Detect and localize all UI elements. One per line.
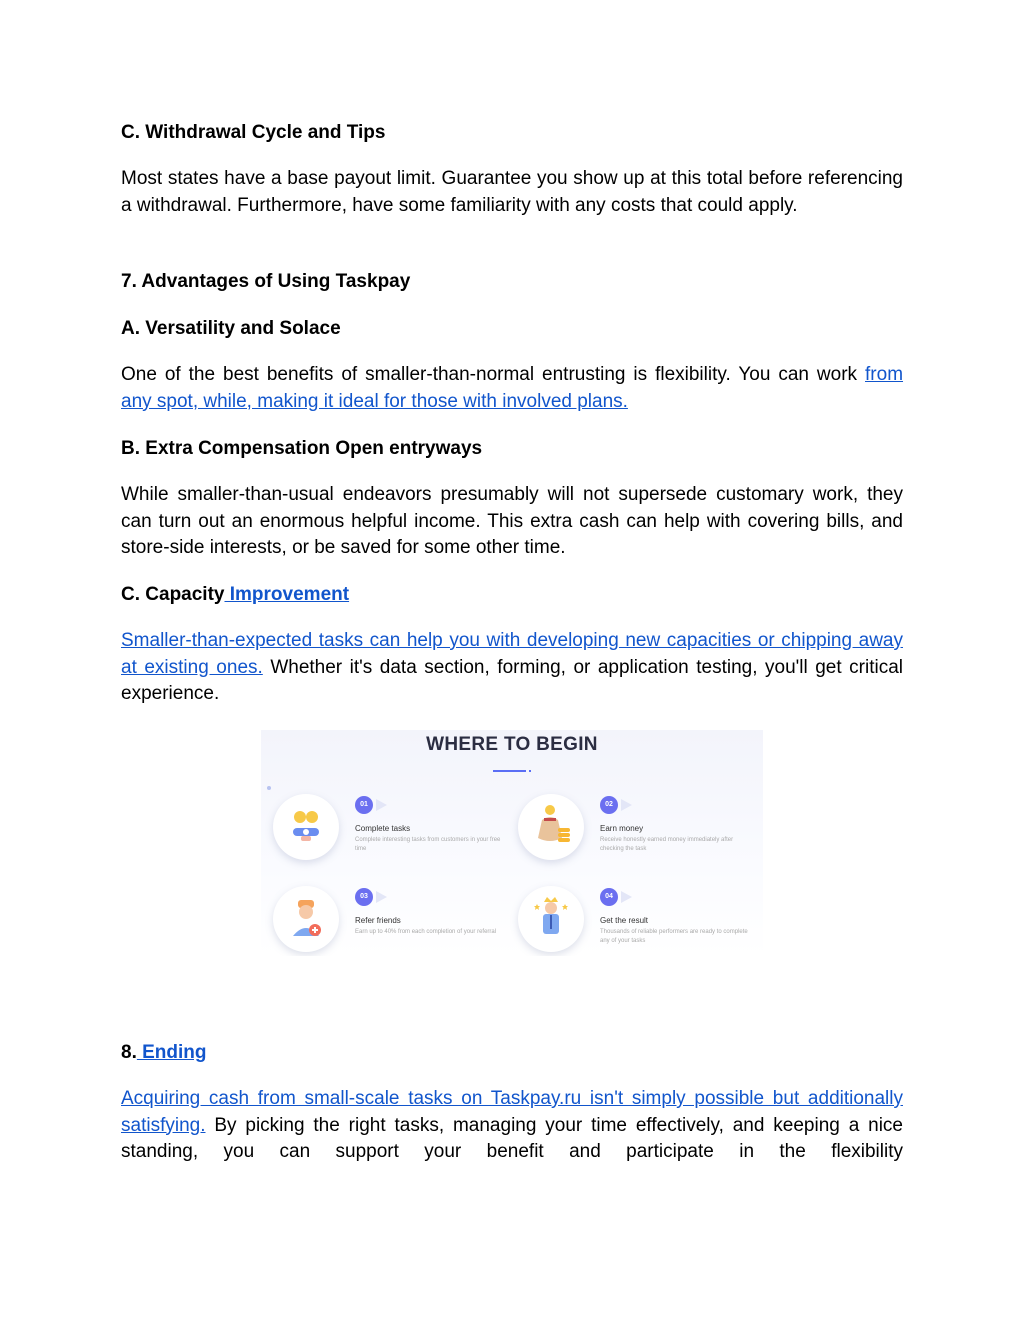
title-underline [493, 770, 526, 772]
title-underline-dot [529, 770, 531, 772]
capacity-text: Whether it's data section, forming, or application testing, you'll get critical experience. [121, 656, 903, 704]
paragraph-versatility [121, 362, 903, 415]
versatility-text: One of the best benefits of smaller-than-normal entrusting is flexibility. You can work [121, 364, 858, 385]
arrow-icon [621, 891, 632, 903]
step-icon-circle [273, 886, 339, 952]
step-number-badge: 03 [355, 888, 373, 906]
ending-text: By picking the right tasks, managing your time effectively, and keeping a nice standing, you can support your benefit and participate in the flexibility [121, 1114, 903, 1162]
heading-versatility: A. Versatility and Solace [121, 318, 341, 339]
capacity-link[interactable]: Smaller-than-expected tasks can help you with developing new capacities or chipping away at existing ones. [121, 630, 903, 678]
winner-person-icon [532, 894, 570, 940]
paragraph-capacity [121, 628, 903, 708]
step-refer-friends [273, 886, 513, 956]
step-earn-money [518, 794, 758, 874]
ending-heading-text: 8. [121, 1042, 137, 1063]
coins-hands-icon [287, 808, 325, 846]
step-title: Refer friends [355, 916, 401, 925]
arrow-icon [376, 891, 387, 903]
money-bag-icon [532, 804, 572, 848]
ending-link[interactable]: Acquiring cash from small-scale tasks on Taskpay.ru isn't simply possible but additionally satisfying. [121, 1088, 903, 1136]
refer-person-icon [287, 898, 325, 940]
step-icon-circle [273, 794, 339, 860]
paragraph-withdrawal: Most states have a base payout limit. Guarantee you show up at this total before referencing a withdrawal. Furthermore, have some familiarity with any costs that could apply. [121, 168, 903, 216]
step-description: Thousands of reliable performers are ready to complete any of your tasks [600, 929, 748, 944]
step-icon-circle [518, 886, 584, 952]
versatility-link[interactable]: from any spot, while, making it ideal for those with involved plans. [121, 364, 904, 412]
arrow-icon [376, 799, 387, 811]
step-get-result [518, 886, 758, 956]
step-title: Earn money [600, 824, 644, 833]
step-number-badge: 02 [600, 796, 618, 814]
step-description: Earn up to 40% from each completion of your referral [355, 929, 497, 935]
step-number-badge: 04 [600, 888, 618, 906]
step-title: Complete tasks [355, 824, 411, 833]
heading-compensation: B. Extra Compensation Open entryways [121, 438, 483, 459]
heading-ending [121, 1041, 207, 1065]
heading-advantages: 7. Advantages of Using Taskpay [121, 271, 411, 292]
step-complete-tasks [273, 794, 513, 874]
decor-dot [267, 786, 271, 790]
step-title: Get the result [600, 916, 649, 925]
where-to-begin-image [261, 730, 763, 956]
step-number-badge: 01 [355, 796, 373, 814]
step-icon-circle [518, 794, 584, 860]
heading-capacity [121, 583, 349, 607]
ending-heading-link[interactable]: Ending [136, 1042, 207, 1063]
step-description: Complete interesting tasks from customers in your free time [355, 837, 501, 852]
paragraph-compensation: While smaller-than-usual endeavors presumably will not supersede customary work, they can turn out an enormous helpful income. This extra cash can help with covering bills, and store-side interests, or be saved for some other time. [121, 484, 903, 558]
step-description: Receive honestly earned money immediately after checking the task [600, 837, 734, 852]
paragraph-ending [121, 1086, 903, 1166]
capacity-heading-link[interactable]: Improvement [224, 584, 350, 605]
arrow-icon [621, 799, 632, 811]
heading-withdrawal: C. Withdrawal Cycle and Tips [121, 122, 386, 143]
capacity-heading-text: C. Capacity [121, 584, 225, 605]
figure-title: WHERE TO BEGIN [426, 734, 598, 755]
